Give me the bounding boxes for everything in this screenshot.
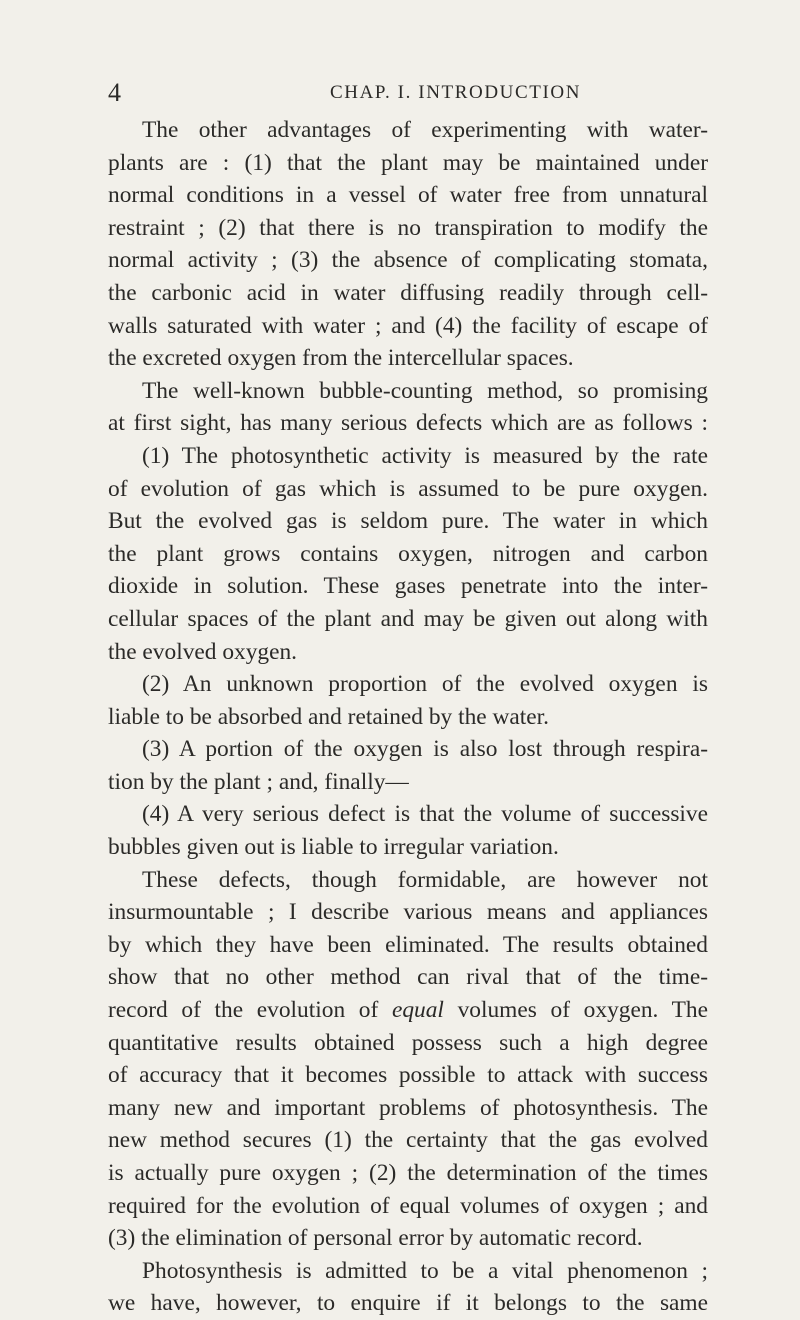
text-line: liable to be absorbed and retained by the water. [108,703,550,730]
text-line: new method secures (1) the certainty that the gas evolved [108,1127,708,1154]
text-line: normal conditions in a vessel of water free from unnatural [108,182,708,209]
body-text [108,114,708,1320]
page-header [108,76,708,110]
text-line: tion by the plant ; and, finally— [108,768,409,795]
text-line: the plant grows contains oxygen, nitrogen and carbon [108,540,708,567]
text-line: insurmountable ; I describe various means and appliances [108,899,708,926]
text-line: (1) The photosynthetic activity is measured by the rate [142,442,708,469]
text-fragment: record of the evolution of [108,997,392,1024]
text-line: required for the evolution of equal volumes of oxygen ; and [108,1192,708,1219]
text-line: walls saturated with water ; and (4) the facility of escape of [108,312,708,339]
text-line: Photosynthesis is admitted to be a vital phenomenon ; [142,1257,708,1284]
text-line: the evolved oxygen. [108,638,298,665]
text-line: These defects, though formidable, are however not [142,866,708,893]
text-line: cellular spaces of the plant and may be given out along with [108,605,708,632]
text-line: of accuracy that it becomes possible to attack with success [108,1062,708,1089]
text-line: quantitative results obtained possess such a high degree [108,1029,708,1056]
text-line: by which they have been eliminated. The results obtained [108,931,708,958]
text-line: many new and important problems of photosynthesis. The [108,1094,708,1121]
text-line: of evolution of gas which is assumed to be pure oxygen. [108,475,708,502]
text-line: is actually pure oxygen ; (2) the determination of the times [108,1160,708,1186]
text-line: at first sight, has many serious defects which are as follows : [108,410,708,437]
text-line: the excreted oxygen from the intercellular spaces. [108,345,574,372]
text-line: (2) An unknown proportion of the evolved oxygen is [142,671,708,698]
text-line: dioxide in solution. These gases penetrate into the inter- [108,573,708,600]
text-line: The well-known bubble-counting method, so promising [142,377,708,404]
text-line [108,994,708,1027]
text-line: restraint ; (2) that there is no transpiration to modify the [108,214,708,241]
text-line: (3) A portion of the oxygen is also lost through respira- [142,736,708,763]
text-line: The other advantages of experimenting with water- [142,117,708,143]
running-head: CHAP. I. INTRODUCTION [330,82,582,103]
page-number: 4 [108,78,121,107]
text-line: we have, however, to enquire if it belongs to the same [108,1290,708,1317]
text-line: the carbonic acid in water diffusing readily through cell- [108,279,708,306]
text-line: But the evolved gas is seldom pure. The water in which [108,508,708,535]
text-line: show that no other method can rival that of the time- [108,964,708,991]
text-line: plants are : (1) that the plant may be maintained under [108,149,708,176]
text-line: (3) the elimination of personal error by automatic record. [108,1225,643,1252]
text-line: bubbles given out is liable to irregular variation. [108,834,559,861]
text-line: (4) A very serious defect is that the volume of successive [142,801,708,828]
text-line: normal activity ; (3) the absence of complicating stomata, [108,247,708,274]
italic-word: equal [391,997,444,1024]
text-fragment: volumes of oxygen. The [443,997,708,1024]
